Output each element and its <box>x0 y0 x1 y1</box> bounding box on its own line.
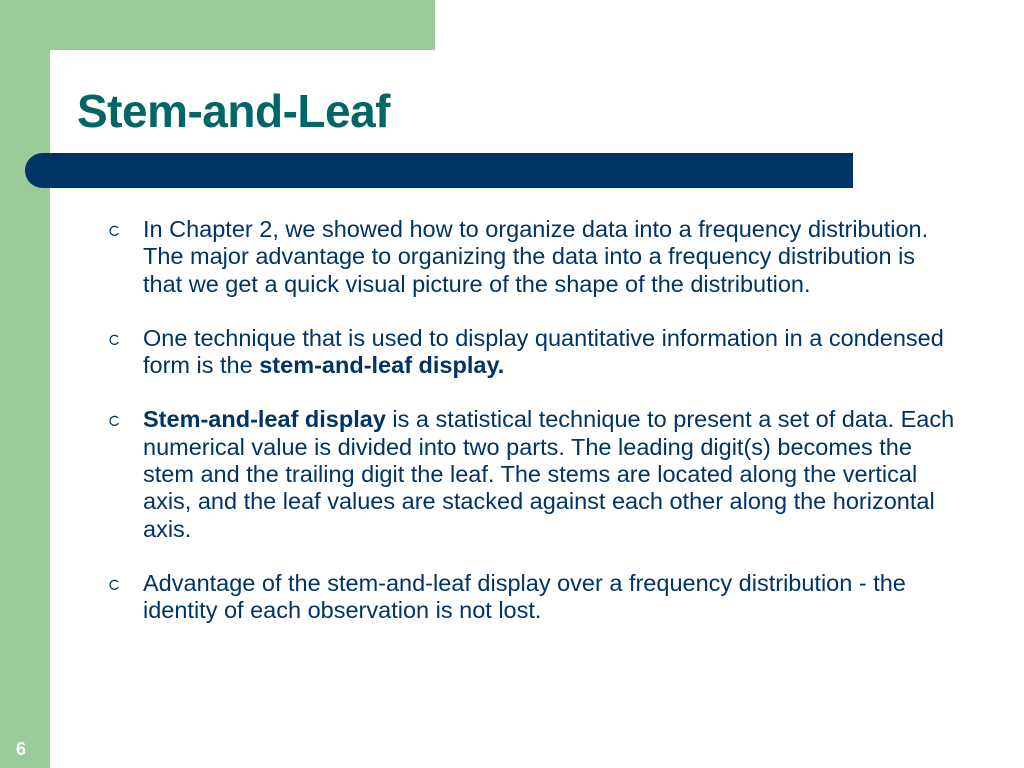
bullet-item <box>108 325 958 380</box>
bullet-bold-text: stem-and-leaf display. <box>259 352 505 379</box>
bullet-list <box>108 216 958 652</box>
slide-number: 6 <box>16 739 27 759</box>
title-underline-bar <box>25 153 853 188</box>
bullet-text: In Chapter 2, we showed how to organize data into a frequency distribution. The major advantage to organizing the data into a frequency distribution is that we get a quick visual picture of the shape of the distribution. <box>143 216 929 297</box>
bullet-item <box>108 406 958 542</box>
left-accent-band <box>0 0 50 768</box>
bullet-item <box>108 216 958 298</box>
slide-title: Stem-and-Leaf <box>77 85 390 137</box>
hollow-circle-bullet-icon <box>108 415 120 427</box>
bullet-bold-text: Stem-and-leaf display <box>143 406 386 433</box>
bullet-text: Advantage of the stem-and-leaf display over a frequency distribution - the identity of each observation is not lost. <box>143 569 906 624</box>
hollow-circle-bullet-icon <box>108 225 120 237</box>
hollow-circle-bullet-icon <box>108 579 120 591</box>
hollow-circle-bullet-icon <box>108 334 120 346</box>
top-accent-band <box>0 0 435 50</box>
bullet-item <box>108 570 958 625</box>
bullet-text: One technique that is used to display quantitative information in a condensed form is the <box>143 324 944 379</box>
bullet-text-tail: is a statistical technique to present a set of data. Each numerical value is divided into two parts. The leading digit(s) becomes the stem and the trailing digit the leaf. The stems are located along the vertical axis, and the leaf values are stacked against each other along the horizontal axis. <box>143 406 955 542</box>
